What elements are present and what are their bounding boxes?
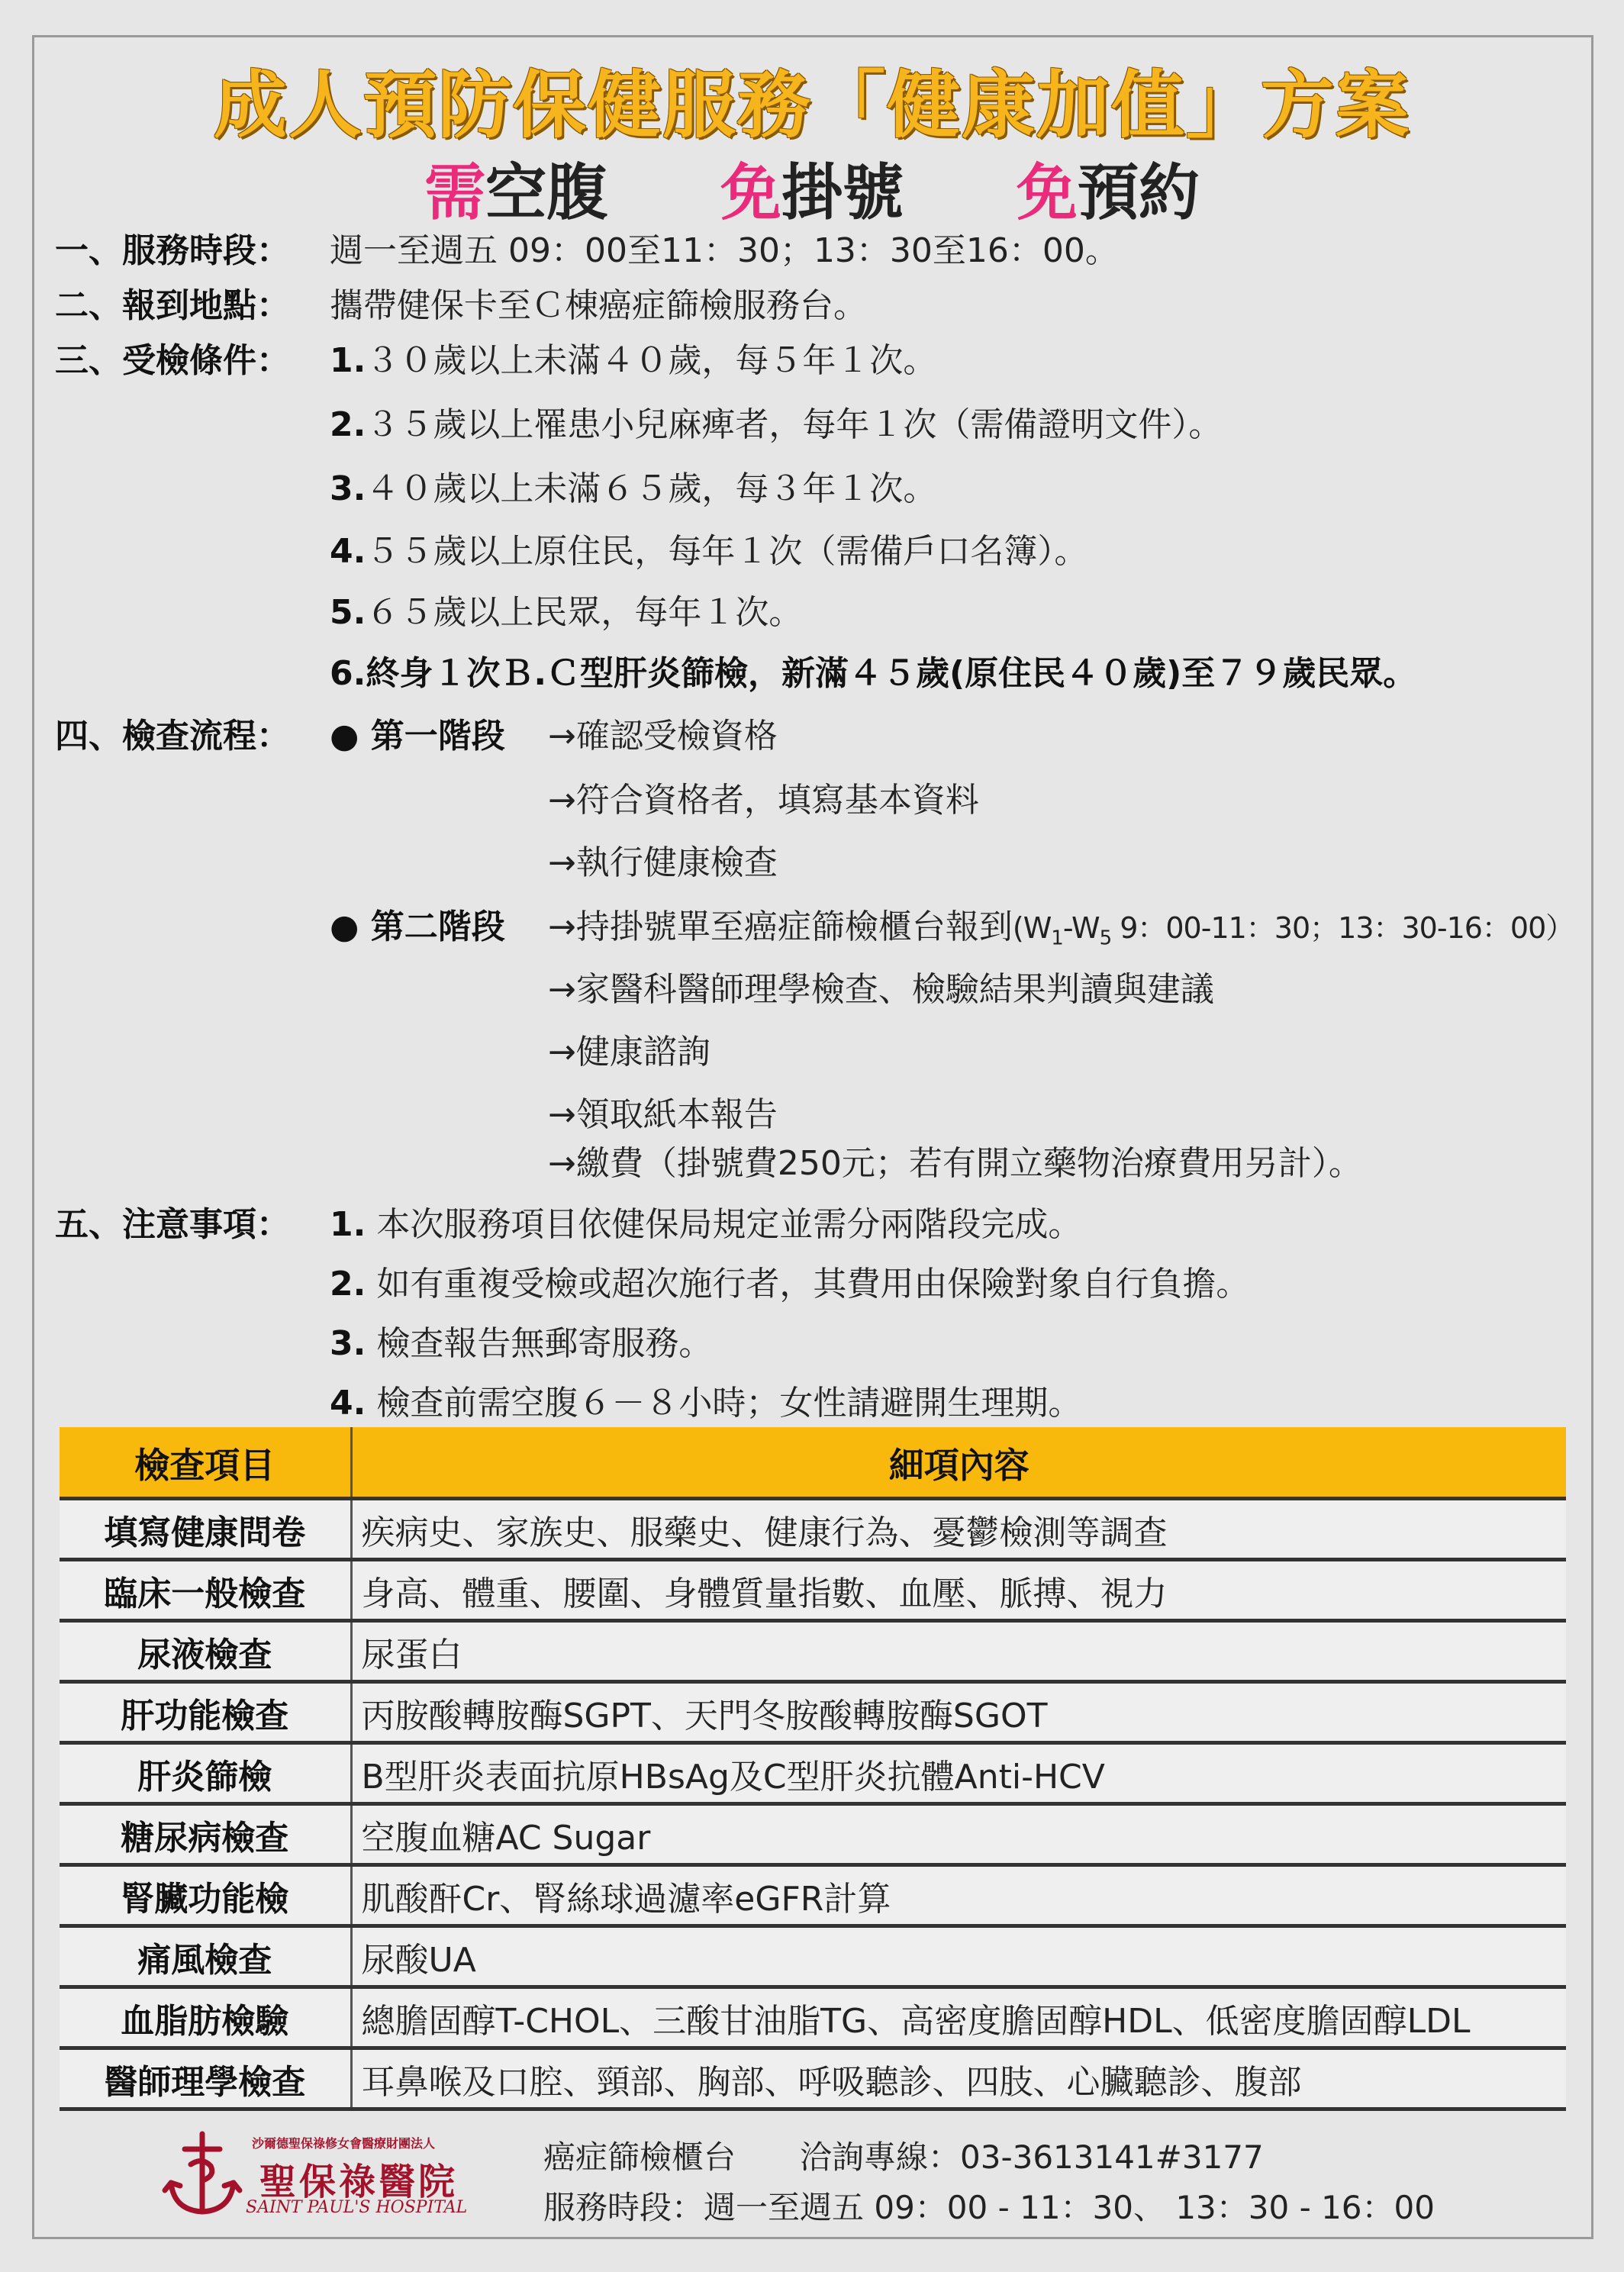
table-row [60,1804,1566,1865]
logo-organization: 沙爾德聖保祿修女會醫療財團法人 [252,2136,436,2151]
table-cell-detail: 尿酸UA [351,1926,1566,1987]
table-cell-detail: 尿蛋白 [351,1621,1566,1682]
table-row [60,1865,1566,1926]
process-step: →符合資格者，填寫基本資料 [548,781,979,820]
eligibility-item: 2.３５歲以上罹患小兒麻痺者，每年１次（需備證明文件）。 [330,405,1223,444]
table-cell-item: 填寫健康問卷 [60,1499,351,1560]
table-row [60,2048,1566,2109]
table-cell-item: 肝功能檢查 [60,1682,351,1743]
table-row [60,1560,1566,1621]
process-step: →執行健康檢查 [548,843,778,882]
hours-label: 一、服務時段： [55,231,290,270]
note-item: 4. 檢查前需空腹６－８小時；女性請避開生理期。 [330,1384,1082,1423]
eligibility-label: 三、受檢條件： [55,341,290,380]
table-cell-item: 腎臟功能檢 [60,1865,351,1926]
table-row [60,1682,1566,1743]
table-header-row [60,1429,1566,1499]
hospital-logo [160,2129,496,2221]
eligibility-item: 3.４０歲以上未滿６５歲，每３年１次。 [330,469,937,508]
process-step: →領取紙本報告 [548,1095,778,1134]
page-title: 成人預防保健服務「健康加值」方案 [214,63,1410,148]
table-cell-detail: 空腹血糖AC Sugar [351,1804,1566,1865]
eligibility-item: 5.６５歲以上民眾，每年１次。 [330,593,803,632]
stage-two-schedule: ($W_1-W_5$ 9：00-11：30；13：30-16：00） [1012,911,1574,950]
table-row [60,1987,1566,2048]
table-row [60,1499,1566,1560]
table-cell-detail: 總膽固醇T-CHOL、三酸甘油脂TG、高密度膽固醇HDL、低密度膽固醇LDL [351,1987,1566,2048]
eligibility-item: 1.３０歲以上未滿４０歲，每５年１次。 [330,341,937,380]
process-step: →家醫科醫師理學檢查、檢驗結果判讀與建議 [548,970,1214,1009]
stage-one-title: ● 第一階段 [330,717,505,756]
eligibility-item: 6.終身１次Ｂ.Ｃ型肝炎篩檢，新滿４５歲(原住民４０歲)至７９歲民眾。 [330,654,1417,693]
column-header-detail: 細項內容 [351,1429,1566,1499]
table-cell-item: 醫師理學檢查 [60,2048,351,2109]
table-cell-item: 痛風檢查 [60,1926,351,1987]
table-cell-item: 尿液檢查 [60,1621,351,1682]
table-cell-item: 肝炎篩檢 [60,1743,351,1804]
process-step: →繳費（掛號費250元；若有開立藥物治療費用另計）。 [548,1144,1362,1183]
table-cell-item: 血脂肪檢驗 [60,1987,351,2048]
table-cell-detail: 身高、體重、腰圍、身體質量指數、血壓、脈搏、視力 [351,1560,1566,1621]
notes-label: 五、注意事項： [55,1205,290,1244]
location-label: 二、報到地點： [55,286,290,325]
table-row [60,1743,1566,1804]
footer-contact: 癌症篩檢櫃台 洽詢專線：03-3613141#3177 [543,2138,1264,2176]
exam-items-table [60,1427,1566,2111]
column-header-item: 檢查項目 [60,1429,351,1499]
hours-text: 週一至週五 09：00至11：30；13：30至16：00。 [330,231,1119,270]
anchor-cross-icon [160,2129,244,2221]
note-item: 2. 如有重複受檢或超次施行者，其費用由保險對象自行負擔。 [330,1265,1250,1304]
process-step: →持掛號單至癌症篩檢櫃台報到($W_1-W_5$ 9：00-11：30；13：30-16：00） [548,907,1574,950]
location-text: 攜帶健保卡至Ｃ棟癌症篩檢服務台。 [330,286,867,325]
process-label: 四、檢查流程： [55,717,290,756]
table-cell-detail: 丙胺酸轉胺酶SGPT、天門冬胺酸轉胺酶SGOT [351,1682,1566,1743]
subtitle-fasting: 需空腹 [424,157,608,228]
subtitle [0,143,1624,231]
subtitle-no-registration: 免掛號 [720,157,904,228]
process-step: →健康諮詢 [548,1033,710,1072]
table-cell-detail: 疾病史、家族史、服藥史、健康行為、憂鬱檢測等調查 [351,1499,1566,1560]
stage-two-title: ● 第二階段 [330,907,505,946]
logo-hospital-name: 聖保祿醫院 [259,2161,459,2203]
table-cell-detail: 肌酸酐Cr、腎絲球過濾率eGFR計算 [351,1865,1566,1926]
table-cell-item: 糖尿病檢查 [60,1804,351,1865]
note-item: 1. 本次服務項目依健保局規定並需分兩階段完成。 [330,1205,1082,1244]
logo-english-name: SAINT PAUL'S HOSPITAL [246,2198,468,2217]
table-cell-item: 臨床一般檢查 [60,1560,351,1621]
eligibility-item: 4.５５歲以上原住民，每年１次（需備戶口名簿）。 [330,532,1088,571]
table-cell-detail: B型肝炎表面抗原HBsAg及C型肝炎抗體Anti-HCV [351,1743,1566,1804]
subtitle-no-appointment: 免預約 [1016,157,1200,228]
table-row [60,1926,1566,1987]
note-item: 3. 檢查報告無郵寄服務。 [330,1324,713,1363]
footer-hours: 服務時段：週一至週五 09：00 - 11：30、 13：30 - 16：00 [543,2189,1435,2226]
table-cell-detail: 耳鼻喉及口腔、頸部、胸部、呼吸聽診、四肢、心臟聽診、腹部 [351,2048,1566,2109]
process-step: →確認受檢資格 [548,717,778,756]
table-row [60,1621,1566,1682]
